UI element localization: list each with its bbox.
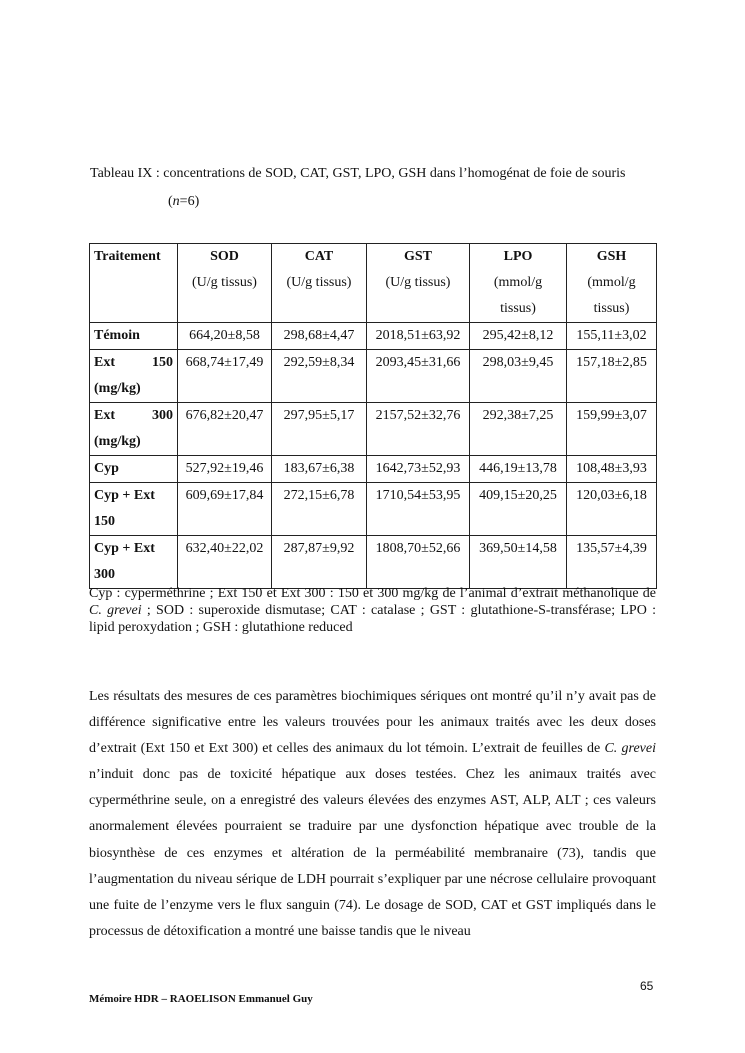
cell-lpo: 369,50±14,58 (470, 536, 567, 589)
running-footer: Mémoire HDR – RAOELISON Emmanuel Guy (89, 993, 313, 1005)
cell-sod: 609,69±17,84 (178, 483, 272, 536)
table-row (90, 350, 657, 403)
row-label: Cyp + Ext 300 (90, 536, 178, 589)
row-label: Ext 150 (mg/kg) (90, 350, 178, 403)
cell-lpo: 409,15±20,25 (470, 483, 567, 536)
row-label: Cyp + Ext 150 (90, 483, 178, 536)
header-sod: SOD (U/g tissus) (178, 244, 272, 323)
cell-gsh: 135,57±4,39 (567, 536, 657, 589)
cell-cat: 292,59±8,34 (272, 350, 367, 403)
cell-gsh: 120,03±6,18 (567, 483, 657, 536)
cell-gsh: 155,11±3,02 (567, 323, 657, 350)
cell-cat: 183,67±6,38 (272, 456, 367, 483)
cell-lpo: 292,38±7,25 (470, 403, 567, 456)
cell-sod: 527,92±19,46 (178, 456, 272, 483)
header-gst: GST (U/g tissus) (367, 244, 470, 323)
cell-cat: 298,68±4,47 (272, 323, 367, 350)
header-treatment: Traitement (90, 244, 178, 323)
body-paragraph: Les résultats des mesures de ces paramètres biochimiques sériques ont montré qu’il n’y avait pas de différence significative entre les valeurs trouvées pour les animaux traités avec les deux doses d’extrait (Ext 150 et Ext 300) et celles des animaux du lot témoin. L’extrait de feuilles de C. grevei n’induit donc pas de toxicité hépatique aux doses testées. Chez les animaux traités avec cyperméthrine seule, on a enregistré des valeurs élevées des enzymes AST, ALP, ALT ; ces valeurs anormalement élevées pourraient se traduire par une dysfonction hépatique avec trouble de la biosynthèse de ces enzymes et altération de la perméabilité membranaire (73), tandis que l’augmentation du niveau sérique de LDH pourrait s’expliquer par une nécrose cellulaire provoquant une fuite de l’enzyme vers le flux sanguin (74). Le dosage de SOD, CAT et GST impliqués dans le processus de détoxification a montré une baisse tandis que le niveau (89, 689, 656, 939)
table-row (90, 323, 657, 350)
table-row (90, 483, 657, 536)
cell-sod: 668,74±17,49 (178, 350, 272, 403)
caption-sample-size: (n=6) (168, 194, 200, 209)
table-header-row (90, 244, 657, 323)
cell-gst: 2157,52±32,76 (367, 403, 470, 456)
cell-sod: 632,40±22,02 (178, 536, 272, 589)
cell-gsh: 159,99±3,07 (567, 403, 657, 456)
cell-sod: 676,82±20,47 (178, 403, 272, 456)
cell-cat: 272,15±6,78 (272, 483, 367, 536)
table-row (90, 403, 657, 456)
cell-lpo: 295,42±8,12 (470, 323, 567, 350)
cell-gst: 2093,45±31,66 (367, 350, 470, 403)
header-gsh: GSH (mmol/g tissus) (567, 244, 657, 323)
cell-gst: 1710,54±53,95 (367, 483, 470, 536)
cell-gsh: 108,48±3,93 (567, 456, 657, 483)
cell-cat: 287,87±9,92 (272, 536, 367, 589)
cell-cat: 297,95±5,17 (272, 403, 367, 456)
cell-gsh: 157,18±2,85 (567, 350, 657, 403)
cell-lpo: 298,03±9,45 (470, 350, 567, 403)
cell-lpo: 446,19±13,78 (470, 456, 567, 483)
results-table (89, 243, 657, 589)
table-row (90, 536, 657, 589)
cell-sod: 664,20±8,58 (178, 323, 272, 350)
table-footnote: Cyp : cyperméthrine ; Ext 150 et Ext 300 : 150 et 300 mg/kg de l’animal d’extrait méthanolique de C. grevei ; SOD : superoxide dismutase; CAT : catalase ; GST : glutathione-S-transférase; LPO : lipid peroxydation ; GSH : glutathione reduced (89, 586, 656, 635)
page-number: 65 (640, 979, 654, 993)
table-row (90, 456, 657, 483)
row-label: Témoin (90, 323, 178, 350)
cell-gst: 1642,73±52,93 (367, 456, 470, 483)
caption-text: Tableau IX : concentrations de SOD, CAT, GST, LPO, GSH dans l’homogénat de foie de souris (90, 166, 626, 181)
table-caption (90, 164, 660, 184)
cell-gst: 1808,70±52,66 (367, 536, 470, 589)
row-label: Cyp (90, 456, 178, 483)
row-label: Ext 300 (mg/kg) (90, 403, 178, 456)
cell-gst: 2018,51±63,92 (367, 323, 470, 350)
header-cat: CAT (U/g tissus) (272, 244, 367, 323)
header-lpo: LPO (mmol/g tissus) (470, 244, 567, 323)
